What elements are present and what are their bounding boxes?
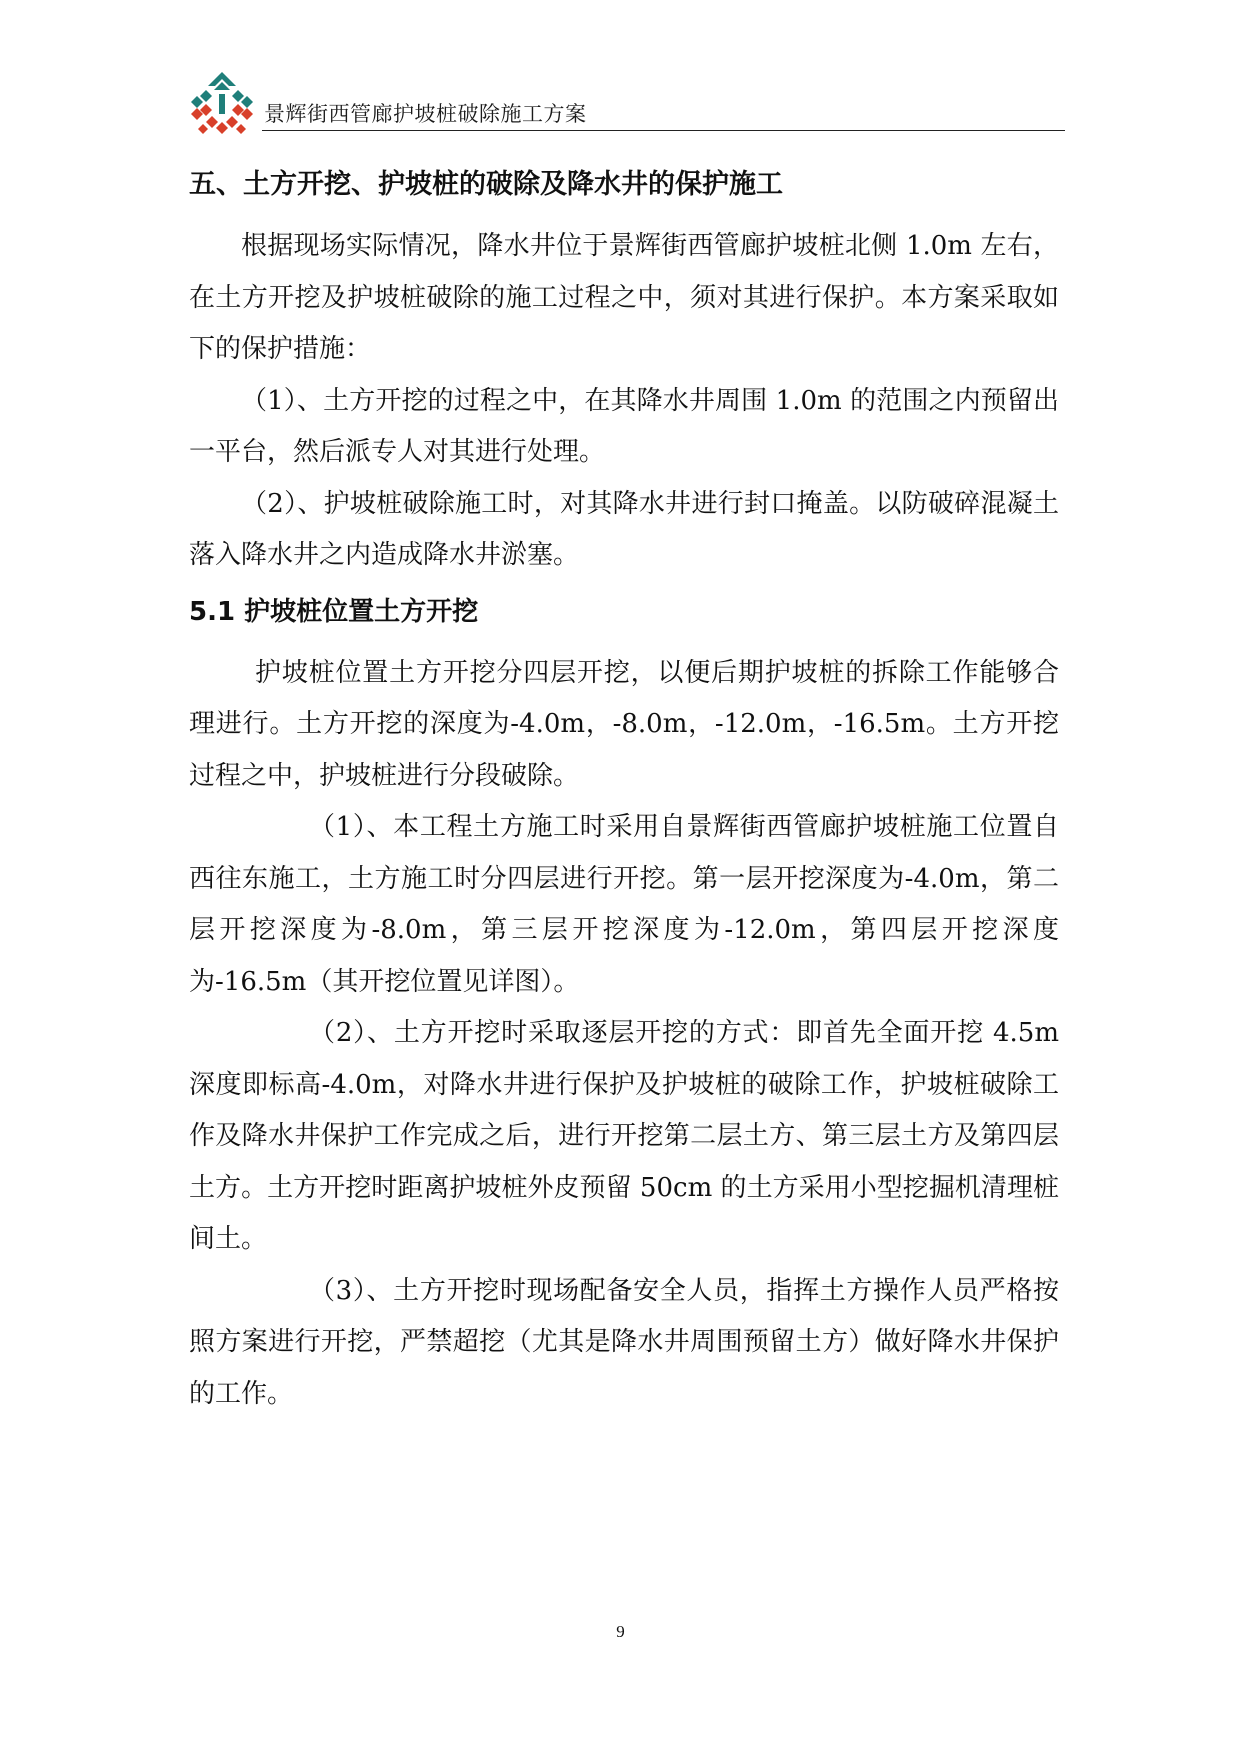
subsection-heading: 5.1 护坡桩位置土方开挖	[189, 596, 479, 627]
measure-2-paragraph: （2）、护坡桩破除施工时，对其降水井进行封口掩盖。以防破碎混凝土落入降水井之内造成降水井淤塞。	[189, 488, 1059, 570]
page-header	[188, 62, 1064, 134]
intro-paragraph: 根据现场实际情况，降水井位于景辉街西管廊护坡桩北侧 1.0m 左右，在土方开挖及护坡桩破除的施工过程之中，须对其进行保护。本方案采取如下的保护措施：	[189, 231, 1059, 364]
document-header-title: 景辉街西管廊护坡桩破除施工方案	[264, 102, 587, 126]
measure-1-paragraph: （1）、土方开挖的过程之中，在其降水井周围 1.0m 的范围之内预留出一平台，然后派专人对其进行处理。	[189, 385, 1059, 467]
item-3-paragraph: （3）、土方开挖时现场配备安全人员，指挥土方操作人员严格按照方案进行开挖，严禁超挖（尤其是降水井周围预留土方）做好降水井保护的工作。	[189, 1275, 1059, 1409]
page-number: 9	[616, 1622, 625, 1641]
header-divider	[262, 130, 1065, 131]
item-1-paragraph: （1）、本工程土方施工时采用自景辉街西管廊护坡桩施工位置自西往东施工，土方施工时分四层进行开挖。第一层开挖深度为-4.0m，第二层开挖深度为-8.0m，第三层开挖深度为-12.0m，第四层开挖深度为-16.5m（其开挖位置见详图）。	[189, 812, 1059, 997]
section-heading: 五、土方开挖、护坡桩的破除及降水井的保护施工	[189, 169, 783, 200]
item-2-paragraph: （2）、土方开挖时采取逐层开挖的方式：即首先全面开挖 4.5m 深度即标高-4.0m，对降水井进行保护及护坡桩的破除工作，护坡桩破除工作及降水井保护工作完成之后，进行开挖第二层土方、第三层土方及第四层土方。土方开挖时距离护坡桩外皮预留 50cm 的土方采用小型挖掘机清理桩间土。	[189, 1018, 1059, 1254]
subsection-intro-paragraph: 护坡桩位置土方开挖分四层开挖，以便后期护坡桩的拆除工作能够合理进行。土方开挖的深度为-4.0m，-8.0m，-12.0m，-16.5m。土方开挖过程之中，护坡桩进行分段破除。	[189, 657, 1059, 791]
company-logo-icon	[188, 70, 256, 136]
document-body	[189, 155, 1059, 1420]
